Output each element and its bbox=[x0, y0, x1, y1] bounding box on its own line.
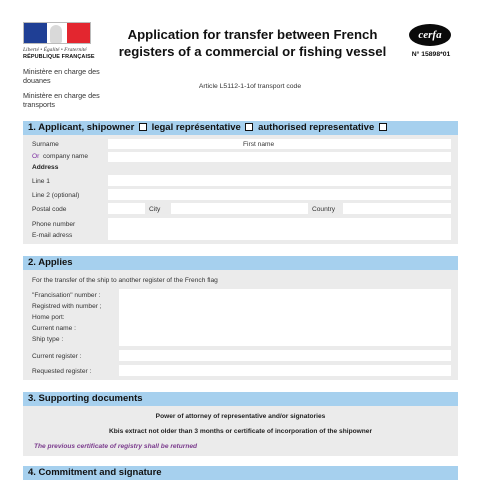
company-name-label: company name bbox=[43, 153, 89, 160]
surname-first-name-field[interactable] bbox=[108, 139, 451, 149]
section-1-header bbox=[23, 121, 458, 135]
section-1-title-legal: legal représentative bbox=[151, 122, 241, 133]
legal-representative-checkbox[interactable] bbox=[245, 123, 253, 131]
authorised-representative-checkbox[interactable] bbox=[379, 123, 387, 131]
registred-label: Registred with number ; bbox=[32, 303, 102, 310]
address-label: Address bbox=[32, 164, 59, 171]
french-flag-icon bbox=[23, 22, 91, 44]
postal-code-field[interactable] bbox=[108, 203, 145, 214]
email-label: E-mail adress bbox=[32, 232, 73, 239]
first-name-label: First name bbox=[243, 141, 275, 148]
country-label: Country bbox=[312, 206, 336, 213]
address-line1-field[interactable] bbox=[108, 175, 451, 186]
cerfa-number: N° 15898*01 bbox=[411, 51, 451, 58]
article-reference: Article L5112-1-1of transport code bbox=[198, 83, 302, 90]
ministry-transport: Ministère en charge des transports bbox=[23, 91, 100, 109]
current-register-field[interactable] bbox=[119, 350, 451, 361]
section-1-body bbox=[23, 135, 458, 244]
phone-label: Phone number bbox=[32, 221, 76, 228]
republic-motto: Liberté • Égalité • Fraternité bbox=[23, 47, 87, 53]
ship-type-label: Ship type : bbox=[32, 336, 64, 343]
surname-label: Surname bbox=[32, 141, 59, 148]
current-register-label: Current register : bbox=[32, 353, 82, 360]
supporting-doc-power-of-attorney: Power of attorney of representative and/or signatories bbox=[155, 413, 326, 420]
line2-label: Line 2 (optional) bbox=[32, 192, 80, 199]
section-2-header bbox=[23, 256, 458, 270]
section-4-title: 4. Commitment and signature bbox=[28, 467, 162, 478]
form-header bbox=[0, 0, 480, 118]
form-title: Application for transfer between French registers of a commercial or fishing vessel bbox=[118, 27, 387, 59]
francisation-label: "Francisation" number : bbox=[32, 292, 101, 299]
section-1-title-shipowner: 1. Applicant, shipowner bbox=[28, 122, 135, 133]
applies-intro: For the transfer of the ship to another register of the French flag bbox=[32, 277, 218, 284]
section-1-title-authorised: authorised representative bbox=[258, 122, 375, 133]
marianne-logo bbox=[23, 22, 95, 60]
line1-label: Line 1 bbox=[32, 178, 50, 185]
certificate-return-note: The previous certificate of registry shall be returned bbox=[34, 443, 198, 450]
section-3-header bbox=[23, 392, 458, 406]
home-port-label: Home port: bbox=[32, 314, 65, 321]
postal-code-label: Postal code bbox=[32, 206, 67, 213]
ship-details-field[interactable] bbox=[119, 289, 451, 346]
shipowner-checkbox[interactable] bbox=[139, 123, 147, 131]
city-label: City bbox=[149, 206, 161, 213]
cerfa-logo: cerfa bbox=[409, 24, 451, 46]
country-field[interactable] bbox=[343, 203, 451, 214]
phone-email-field[interactable] bbox=[108, 218, 451, 240]
supporting-doc-kbis-extract: Kbis extract not older than 3 months or certificate of incorporation of the shipowner bbox=[108, 428, 373, 435]
ministry-customs: Ministère en charge des douanes bbox=[23, 67, 100, 85]
company-name-field[interactable] bbox=[108, 152, 451, 162]
section-2-body bbox=[23, 270, 458, 380]
current-name-label: Current name : bbox=[32, 325, 76, 332]
section-4-header bbox=[23, 466, 458, 480]
section-3-title: 3. Supporting documents bbox=[28, 393, 143, 404]
section-2-title: 2. Applies bbox=[28, 257, 73, 268]
requested-register-label: Requested register : bbox=[32, 368, 92, 375]
section-3-body bbox=[23, 406, 458, 456]
or-label: Or bbox=[32, 153, 40, 160]
republic-name: RÉPUBLIQUE FRANÇAISE bbox=[23, 54, 95, 60]
city-field[interactable] bbox=[171, 203, 308, 214]
requested-register-field[interactable] bbox=[119, 365, 451, 376]
address-line2-field[interactable] bbox=[108, 189, 451, 200]
